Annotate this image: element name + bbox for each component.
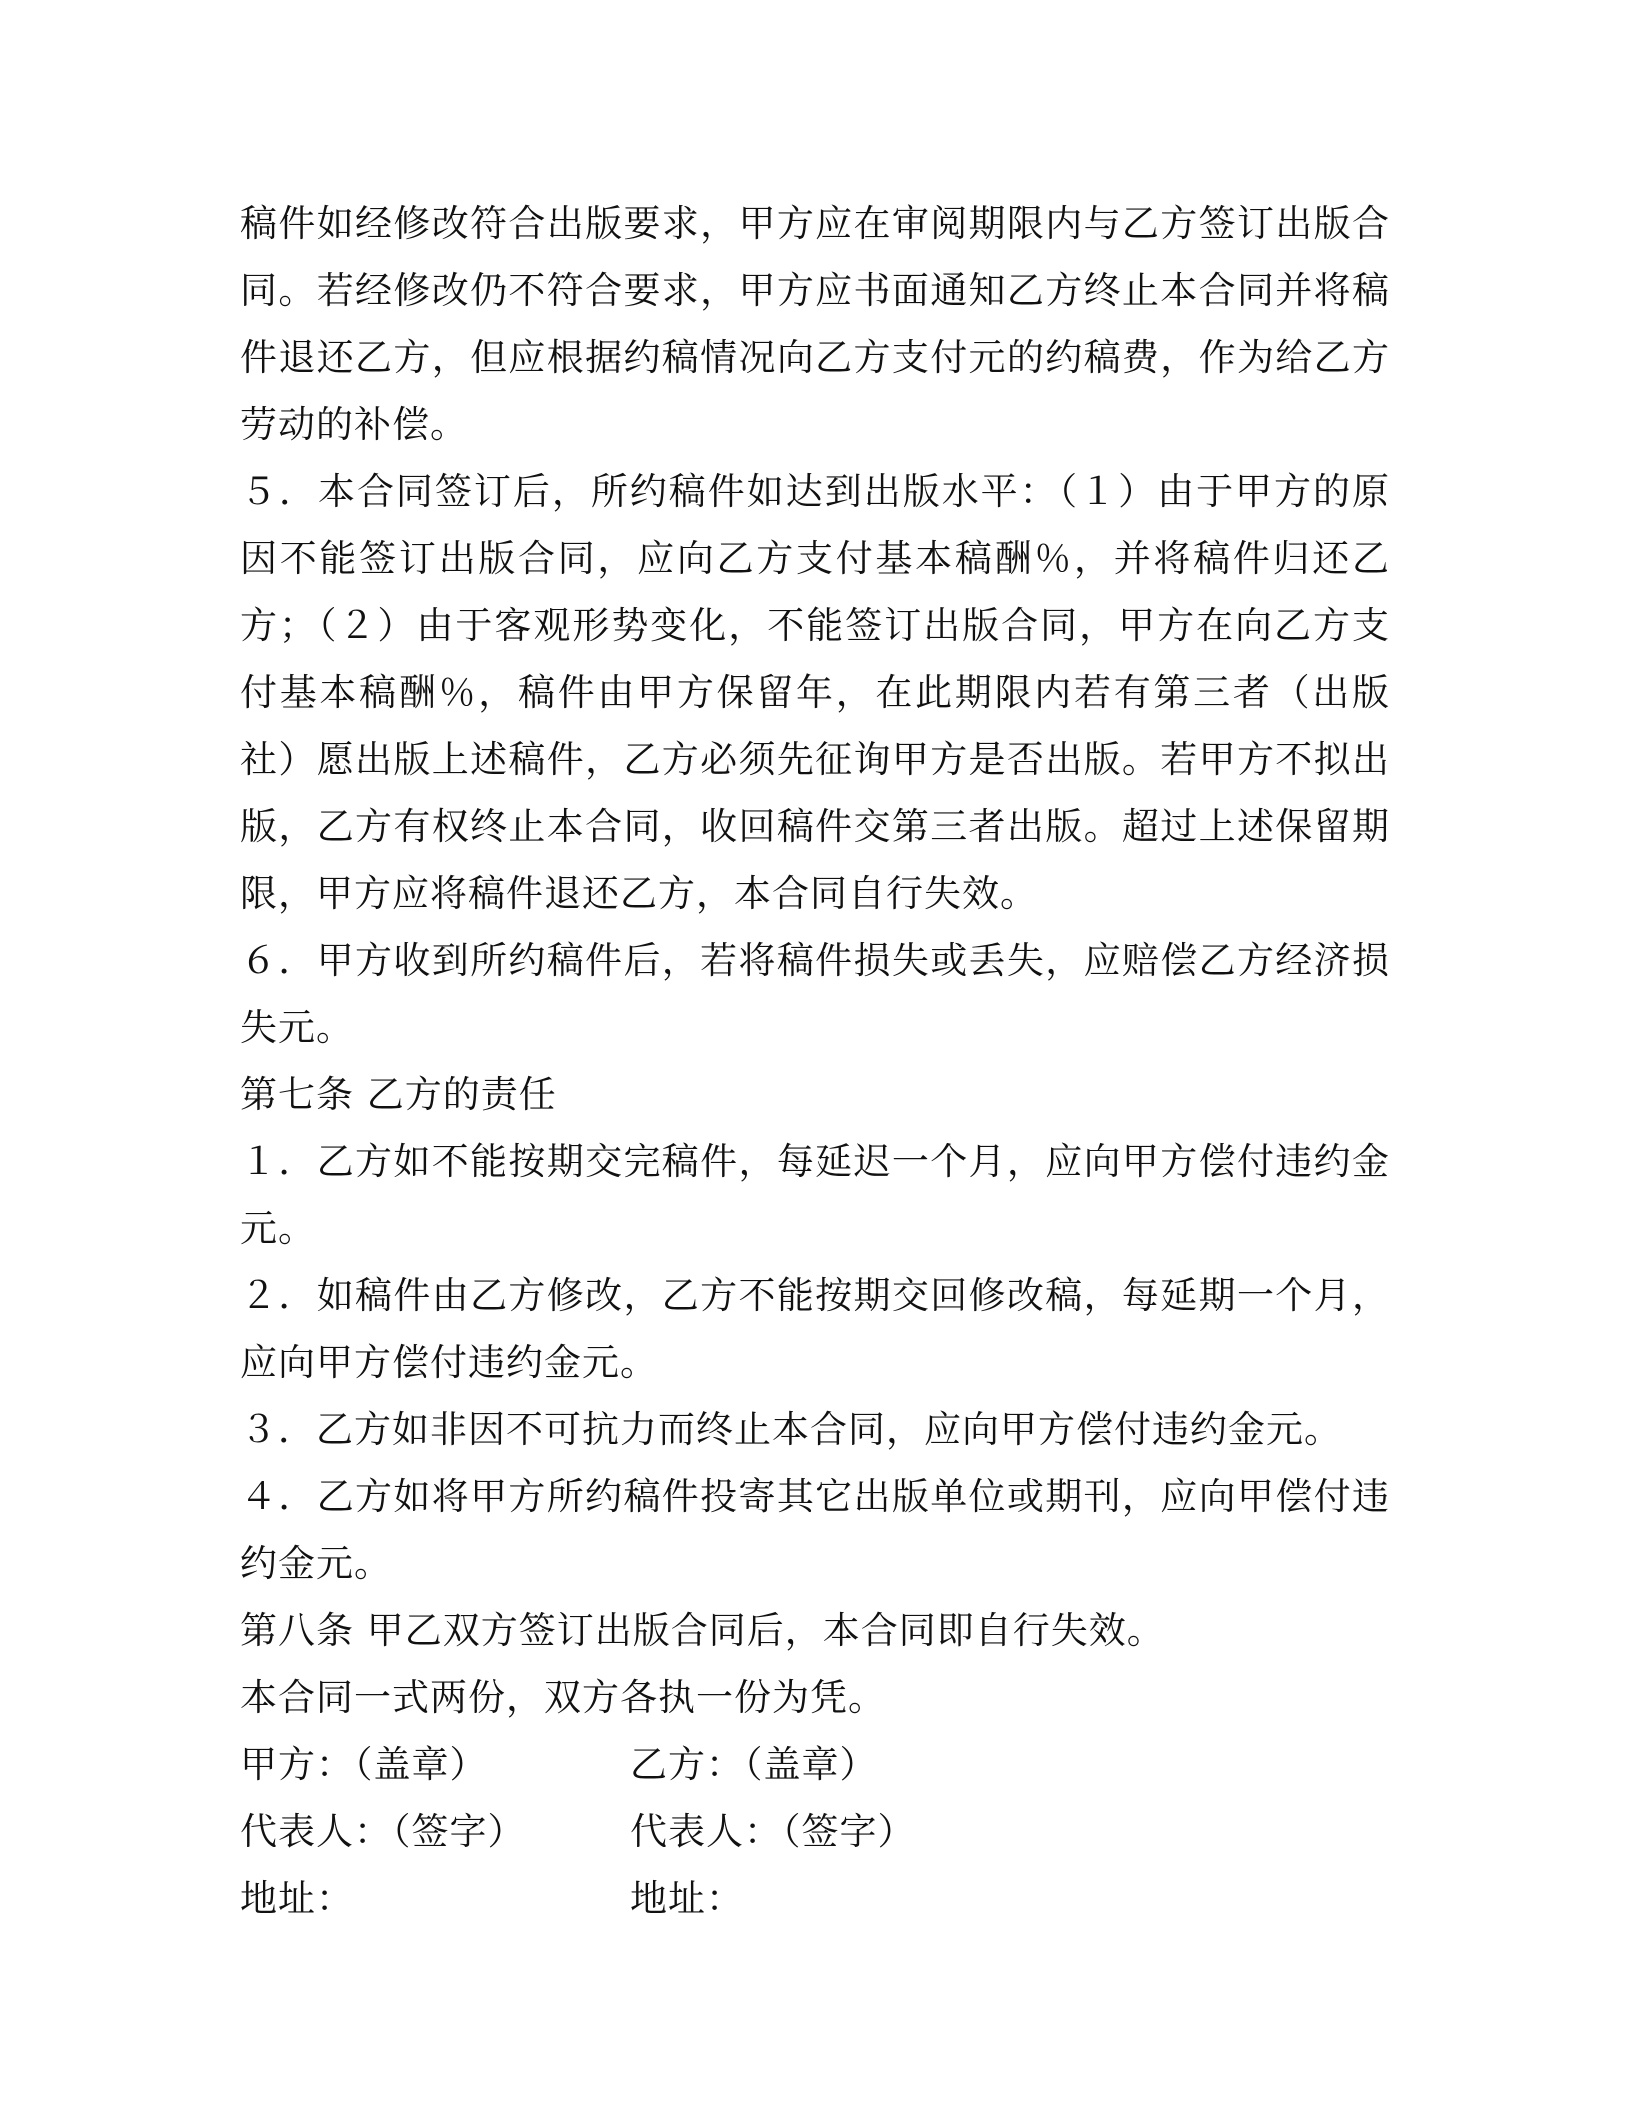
signature-seal-row — [240, 1731, 1390, 1798]
paragraph-revision-terms: 稿件如经修改符合出版要求，甲方应在审阅期限内与乙方签订出版合同。若经修改仍不符合要求，甲方应书面通知乙方终止本合同并将稿件退还乙方，但应根据约稿情况向乙方支付元的约稿费，作为给乙方劳动的补偿。 — [240, 202, 1390, 446]
signature-representative-row — [240, 1798, 1390, 1865]
party-b-representative-label: 代表人：（签字） — [630, 1810, 916, 1853]
party-a-address-label: 地址： — [240, 1877, 354, 1920]
party-b-address-label: 地址： — [630, 1877, 744, 1920]
document-body — [240, 190, 1390, 1932]
heading-article-8: 第八条 甲乙双方签订出版合同后，本合同即自行失效。 — [240, 1609, 1165, 1652]
party-a-seal-label: 甲方：（盖章） — [240, 1743, 488, 1786]
party-a-representative-label: 代表人：（签字） — [240, 1810, 526, 1853]
paragraph-clause-5: ５．本合同签订后，所约稿件如达到出版水平：（１）由于甲方的原因不能签订出版合同，应向乙方支付基本稿酬％，并将稿件归还乙方；（２）由于客观形势变化，不能签订出版合同，甲方在向乙方支付基本稿酬％，稿件由甲方保留年，在此期限内若有第三者（出版社）愿出版上述稿件，乙方必须先征询甲方是否出版。若甲方不拟出版，乙方有权终止本合同，收回稿件交第三者出版。超过上述保留期限，甲方应将稿件退还乙方，本合同自行失效。 — [240, 470, 1390, 915]
heading-article-7: 第七条 乙方的责任 — [240, 1073, 557, 1116]
paragraph-article-7-item-4: ４．乙方如将甲方所约稿件投寄其它出版单位或期刊，应向甲偿付违约金元。 — [240, 1475, 1390, 1585]
paragraph-copies: 本合同一式两份，双方各执一份为凭。 — [240, 1676, 886, 1719]
party-b-seal-label: 乙方：（盖章） — [630, 1743, 878, 1786]
paragraph-article-7-item-1: １．乙方如不能按期交完稿件，每延迟一个月，应向甲方偿付违约金元。 — [240, 1140, 1390, 1250]
signature-address-row — [240, 1865, 1390, 1932]
paragraph-article-7-item-2: ２．如稿件由乙方修改，乙方不能按期交回修改稿，每延期一个月，应向甲方偿付违约金元。 — [240, 1274, 1390, 1384]
paragraph-article-7-item-3: ３．乙方如非因不可抗力而终止本合同，应向甲方偿付违约金元。 — [240, 1408, 1342, 1451]
paragraph-clause-6: ６．甲方收到所约稿件后，若将稿件损失或丢失，应赔偿乙方经济损失元。 — [240, 939, 1390, 1049]
